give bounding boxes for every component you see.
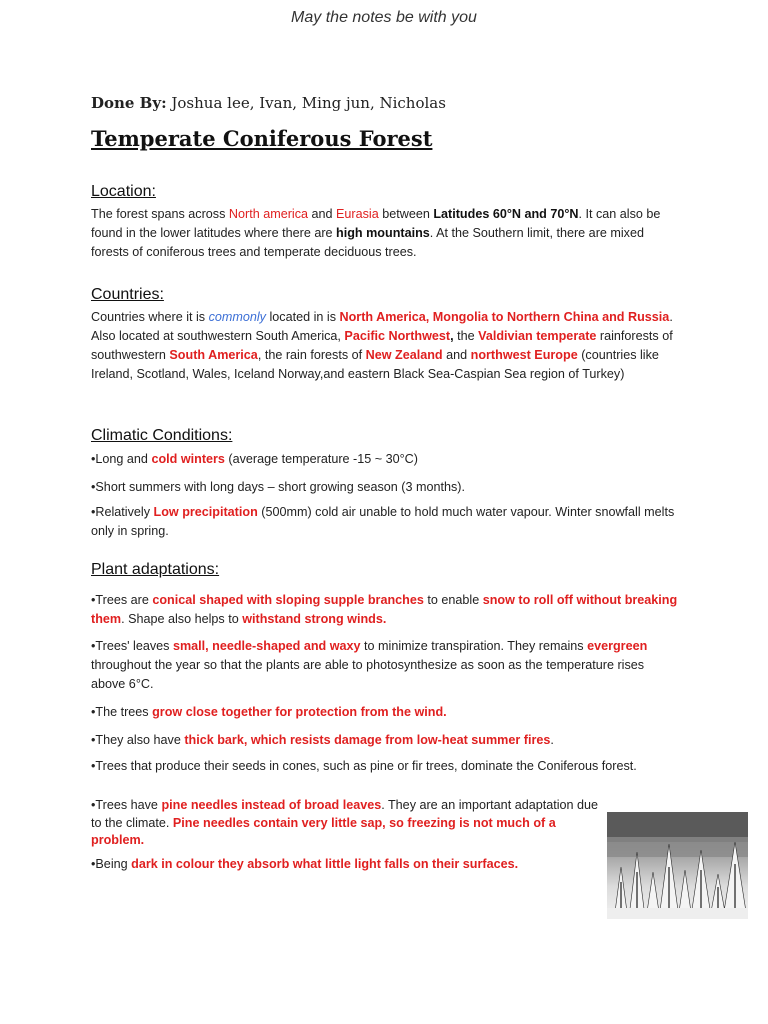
location-paragraph: The forest spans across North america and Eurasia between Latitudes 60°N and 70°N. It can also be found in the lower latitudes where there are high mountains. At the Southern limit, there are mixed forests of coniferous trees and temperate deciduous trees. <box>91 207 661 259</box>
plant-item-leaves: •Trees' leaves small, needle-shaped and waxy to minimize transpiration. They remains evergreen throughout the year so that the plants are able to photosynthesize as soon as the temperature rises above 6°C. <box>91 639 648 691</box>
climate-heading: Climatic Conditions: <box>91 427 233 444</box>
authors-line <box>91 94 446 112</box>
countries-paragraph: Countries where it is commonly located in is North America, Mongolia to Northern China and Russia. Also located at southwestern South America, Pacific Northwest, the Valdivian temperate rainforests of southwestern South America, the rain forests of New Zealand and northwest Europe (countries like Ireland, Scotland, Wales, Iceland Norway,and eastern Black Sea-Caspian Sea region of Turkey) <box>91 310 673 381</box>
authors-names: Joshua lee, Ivan, Ming jun, Nicholas <box>166 94 446 112</box>
plant-item-bark: •They also have thick bark, which resists damage from low-heat summer fires. <box>91 733 554 747</box>
plant-item-cones: •Trees that produce their seeds in cones, such as pine or fir trees, dominate the Coniferous forest. <box>91 759 637 773</box>
climate-item-summers: •Short summers with long days – short growing season (3 months). <box>91 480 465 494</box>
climate-item-winters: •Long and cold winters (average temperature -15 ~ 30°C) <box>91 452 418 466</box>
plant-item-conical: •Trees are conical shaped with sloping supple branches to enable snow to roll off without breaking them. Shape also helps to withstand strong winds. <box>91 593 678 626</box>
plant-item-dark-colour: •Being dark in colour they absorb what little light falls on their surfaces. <box>91 857 519 871</box>
page-title: Temperate Coniferous Forest <box>91 126 433 151</box>
plant-item-close-together: •The trees grow close together for protection from the wind. <box>91 705 447 719</box>
location-heading: Location: <box>91 183 156 200</box>
authors-label: Done By: <box>91 94 167 112</box>
countries-heading: Countries: <box>91 286 164 303</box>
climate-item-precipitation: •Relatively Low precipitation (500mm) cold air unable to hold much water vapour. Winter snowfall melts only in spring. <box>91 505 675 538</box>
plants-heading: Plant adaptations: <box>91 561 220 578</box>
snowy-forest-photo <box>607 812 748 919</box>
plant-item-needles: •Trees have pine needles instead of broad leaves. They are an important adaptation due to the climate. Pine needles contain very little sap, so freezing is not much of a problem. <box>91 798 599 847</box>
page-header: May the notes be with you <box>291 9 477 26</box>
